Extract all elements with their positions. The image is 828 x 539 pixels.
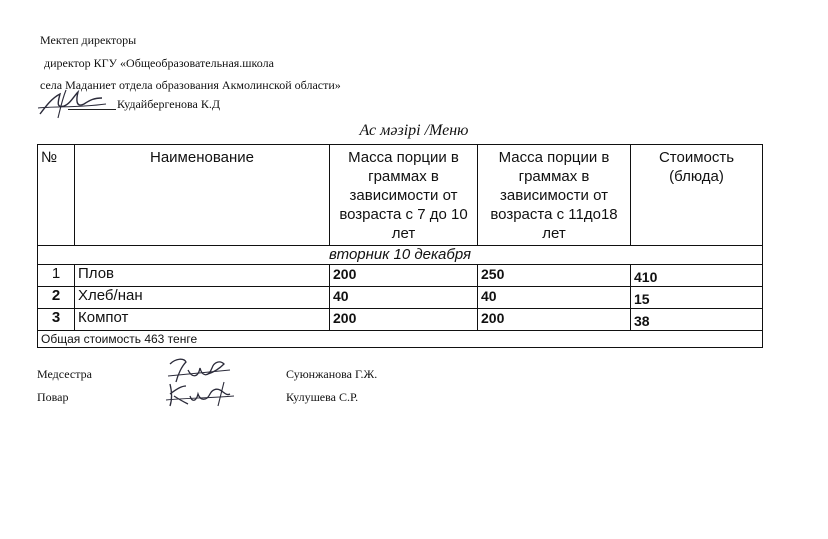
total-row: [38, 331, 763, 348]
total-cost: Общая стоимость 463 тенге: [38, 331, 763, 348]
day-label: вторник 10 декабря: [38, 246, 763, 265]
nurse-role: Медсестра: [37, 367, 92, 381]
dish-cost: 38: [631, 309, 763, 331]
header-name: Наименование: [75, 145, 330, 246]
director-signature: [36, 86, 116, 120]
table-row: [38, 287, 763, 309]
table-row: [38, 309, 763, 331]
dish-name: Компот: [75, 309, 330, 331]
cook-role: Повар: [37, 390, 69, 404]
cook-signature: [164, 380, 236, 408]
day-row: [38, 246, 763, 265]
header-director-name: Кудайбергенова К.Д: [117, 97, 221, 111]
mass-7-10: 40: [330, 287, 478, 309]
row-number: 3: [38, 309, 75, 331]
menu-table: [37, 144, 763, 348]
header-mass-11-18: Масса порции в граммах в зависимости от возраста с 11до18 лет: [478, 145, 631, 246]
mass-11-18: 40: [478, 287, 631, 309]
header-number: №: [38, 145, 75, 246]
menu-title: Ас мәзірі /Меню: [359, 122, 469, 139]
mass-7-10: 200: [330, 309, 478, 331]
table-header-row: [38, 145, 763, 246]
header-line-1: Мектеп директоры: [40, 33, 137, 47]
mass-11-18: 200: [478, 309, 631, 331]
dish-cost: 15: [631, 287, 763, 309]
row-number: 2: [38, 287, 75, 309]
table-row: [38, 265, 763, 287]
mass-7-10: 200: [330, 265, 478, 287]
header-cost: Стоимость (блюда): [631, 145, 763, 246]
dish-name: Хлеб/нан: [75, 287, 330, 309]
nurse-name: Суюнжанова Г.Ж.: [286, 367, 378, 381]
header-mass-7-10: Масса порции в граммах в зависимости от возраста с 7 до 10 лет: [330, 145, 478, 246]
dish-cost: 410: [631, 265, 763, 287]
mass-11-18: 250: [478, 265, 631, 287]
header-line-3: села Маданиет отдела образования Акмолинской области»: [40, 78, 341, 92]
header-line-2: директор КГУ «Общеобразовательная.школа: [44, 56, 274, 70]
dish-name: Плов: [75, 265, 330, 287]
row-number: 1: [38, 265, 75, 287]
cook-name: Кулушева С.Р.: [286, 390, 359, 404]
